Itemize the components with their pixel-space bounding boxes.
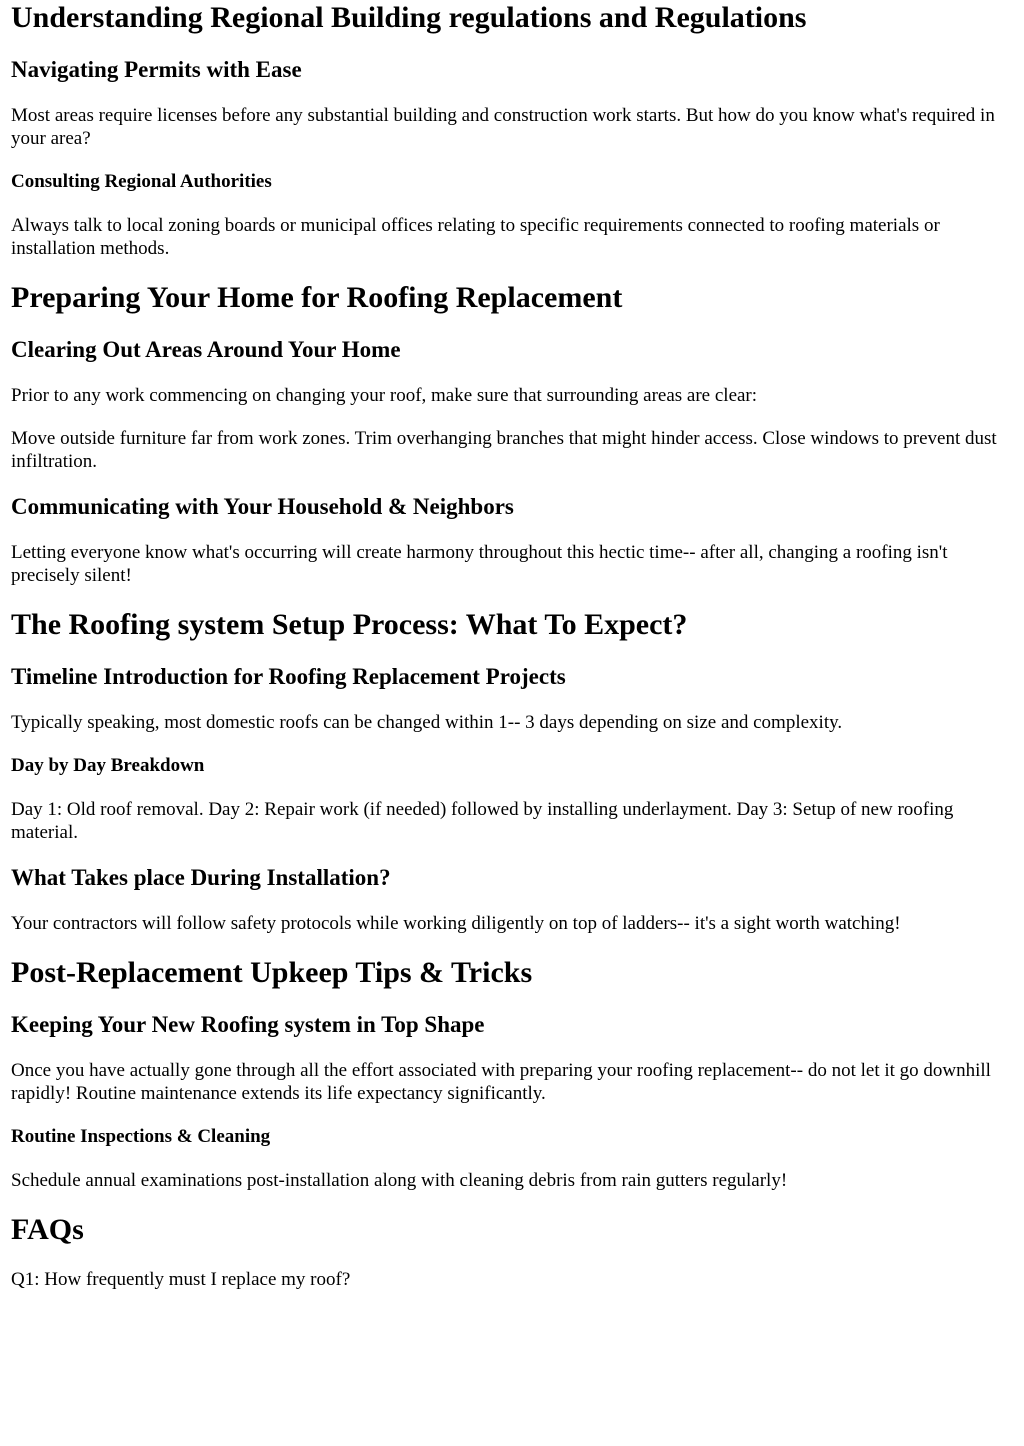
minor-heading-day-breakdown: Day by Day Breakdown <box>11 755 205 776</box>
faq-question-1: Q1: How frequently must I replace my roof? <box>11 1269 351 1290</box>
minor-heading-inspections: Routine Inspections & Cleaning <box>11 1126 271 1147</box>
subheading-timeline: Timeline Introduction for Roofing Replacement Projects <box>11 664 566 689</box>
section-heading-faqs: FAQs <box>11 1213 84 1246</box>
paragraph-inspections: Schedule annual examinations post-installation along with cleaning debris from rain gutters regularly! <box>11 1170 788 1191</box>
paragraph-communicating: Letting everyone know what's occurring will create harmony throughout this hectic time-- after all, changing a roofing isn't precisely silent! <box>11 542 948 586</box>
subheading-communicating: Communicating with Your Household & Neighbors <box>11 494 514 519</box>
paragraph-day-breakdown: Day 1: Old roof removal. Day 2: Repair work (if needed) followed by installing underlayment. Day 3: Setup of new roofing material. <box>11 799 954 843</box>
paragraph-timeline: Typically speaking, most domestic roofs can be changed within 1-- 3 days depending on size and complexity. <box>11 712 843 733</box>
paragraph-top-shape: Once you have actually gone through all the effort associated with preparing your roofing replacement-- do not let it go downhill rapidly! Routine maintenance extends its life expectancy significantly. <box>11 1060 991 1104</box>
subheading-clearing-areas: Clearing Out Areas Around Your Home <box>11 337 401 362</box>
paragraph-consulting-authorities: Always talk to local zoning boards or municipal offices relating to specific requirements connected to roofing materials or installation methods. <box>11 215 940 259</box>
minor-heading-consulting-authorities: Consulting Regional Authorities <box>11 171 272 192</box>
paragraph-permits: Most areas require licenses before any substantial building and construction work starts. But how do you know what's required in your area? <box>11 105 995 149</box>
section-heading-building-regulations: Understanding Regional Building regulations and Regulations <box>11 1 807 34</box>
section-heading-upkeep: Post-Replacement Upkeep Tips & Tricks <box>11 956 533 989</box>
section-heading-preparing-home: Preparing Your Home for Roofing Replacement <box>11 281 623 314</box>
section-heading-setup-process: The Roofing system Setup Process: What To Expect? <box>11 608 688 641</box>
subheading-top-shape: Keeping Your New Roofing system in Top Shape <box>11 1012 485 1037</box>
subheading-during-installation: What Takes place During Installation? <box>11 865 391 890</box>
subheading-navigating-permits: Navigating Permits with Ease <box>11 57 302 82</box>
paragraph-clearing-steps: Move outside furniture far from work zones. Trim overhanging branches that might hinder access. Close windows to prevent dust infiltration. <box>11 428 997 472</box>
paragraph-during-installation: Your contractors will follow safety protocols while working diligently on top of ladders-- it's a sight worth watching! <box>11 913 901 934</box>
paragraph-clearing-areas: Prior to any work commencing on changing your roof, make sure that surrounding areas are clear: <box>11 385 758 406</box>
